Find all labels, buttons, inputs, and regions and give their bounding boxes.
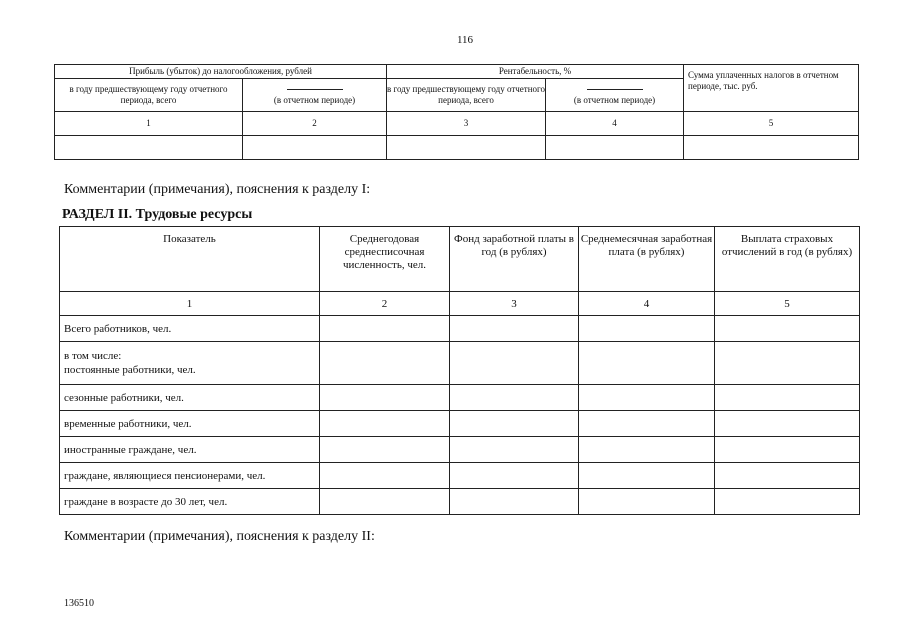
input-cell[interactable]: [684, 136, 859, 160]
input-cell[interactable]: [320, 437, 450, 463]
input-cell[interactable]: [579, 385, 715, 411]
input-cell[interactable]: [243, 136, 387, 160]
input-cell[interactable]: [579, 489, 715, 515]
header-taxes: Сумма уплаченных налогов в отчетном периоде, тыс. руб.: [684, 65, 859, 112]
input-cell[interactable]: [320, 316, 450, 342]
input-cell[interactable]: [715, 411, 860, 437]
input-cell[interactable]: [715, 316, 860, 342]
input-cell[interactable]: [450, 437, 579, 463]
input-cell[interactable]: [450, 463, 579, 489]
subheader-current-period-rent: (в отчетном периоде): [546, 79, 684, 112]
header-avg-monthly-wage: Среднемесячная заработная плата (в рублях): [579, 227, 715, 292]
section-2-title: РАЗДЕЛ II. Трудовые ресурсы: [62, 207, 253, 222]
input-cell[interactable]: [320, 385, 450, 411]
input-cell[interactable]: [450, 411, 579, 437]
subheader-prev-year-profit: в году предшествующему году отчетного периода, всего: [55, 79, 243, 112]
financial-indicators-table: [54, 64, 859, 160]
input-cell[interactable]: [546, 136, 684, 160]
table-row: [60, 463, 860, 489]
input-cell[interactable]: [387, 136, 546, 160]
input-cell[interactable]: [715, 489, 860, 515]
subheader-prev-year-rent: в году предшествующему году отчетного периода, всего: [387, 79, 546, 112]
column-number: 5: [684, 112, 859, 136]
input-cell[interactable]: [450, 316, 579, 342]
input-cell[interactable]: [715, 342, 860, 385]
table-row: [60, 316, 860, 342]
input-cell[interactable]: [450, 385, 579, 411]
input-cell[interactable]: [450, 342, 579, 385]
row-label: временные работники, чел.: [60, 411, 320, 437]
input-cell[interactable]: [579, 316, 715, 342]
input-cell[interactable]: [579, 437, 715, 463]
column-number: 4: [579, 292, 715, 316]
table-row: [60, 342, 860, 385]
comment-section-2: Комментарии (примечания), пояснения к разделу II:: [64, 529, 375, 544]
input-cell[interactable]: [715, 463, 860, 489]
table-row: [60, 437, 860, 463]
column-number: 2: [320, 292, 450, 316]
input-cell[interactable]: [320, 411, 450, 437]
input-cell[interactable]: [450, 489, 579, 515]
column-number: 1: [60, 292, 320, 316]
header-profit: Прибыль (убыток) до налогообложения, рублей: [55, 65, 387, 79]
header-insurance-payments: Выплата страховых отчислений в год (в рублях): [715, 227, 860, 292]
table-row: [60, 385, 860, 411]
row-label: сезонные работники, чел.: [60, 385, 320, 411]
column-number: 4: [546, 112, 684, 136]
table-row: [60, 411, 860, 437]
row-label: граждане, являющиеся пенсионерами, чел.: [60, 463, 320, 489]
column-number: 2: [243, 112, 387, 136]
column-number: 3: [387, 112, 546, 136]
column-number: 5: [715, 292, 860, 316]
row-label: Всего работников, чел.: [60, 316, 320, 342]
blank-line: [587, 86, 643, 90]
input-cell[interactable]: [579, 463, 715, 489]
header-headcount: Среднегодовая среднесписочная численность, чел.: [320, 227, 450, 292]
input-cell[interactable]: [579, 342, 715, 385]
input-cell[interactable]: [55, 136, 243, 160]
input-cell[interactable]: [715, 385, 860, 411]
input-cell[interactable]: [320, 489, 450, 515]
footer-code: 136510: [64, 598, 94, 609]
input-cell[interactable]: [320, 342, 450, 385]
input-cell[interactable]: [715, 437, 860, 463]
column-number: 3: [450, 292, 579, 316]
labor-resources-table: [59, 226, 860, 515]
row-label: в том числе: постоянные работники, чел.: [60, 342, 320, 385]
row-label: граждане в возрасте до 30 лет, чел.: [60, 489, 320, 515]
blank-line: [287, 86, 343, 90]
comment-section-1: Комментарии (примечания), пояснения к разделу I:: [64, 182, 371, 197]
column-number: 1: [55, 112, 243, 136]
header-indicator: Показатель: [60, 227, 320, 292]
input-cell[interactable]: [320, 463, 450, 489]
row-label: иностранные граждане, чел.: [60, 437, 320, 463]
header-profitability: Рентабельность, %: [387, 65, 684, 79]
page-number: 116: [456, 34, 474, 46]
header-wage-fund: Фонд заработной платы в год (в рублях): [450, 227, 579, 292]
table-row: [60, 489, 860, 515]
subheader-current-period-profit: (в отчетном периоде): [243, 79, 387, 112]
input-cell[interactable]: [579, 411, 715, 437]
